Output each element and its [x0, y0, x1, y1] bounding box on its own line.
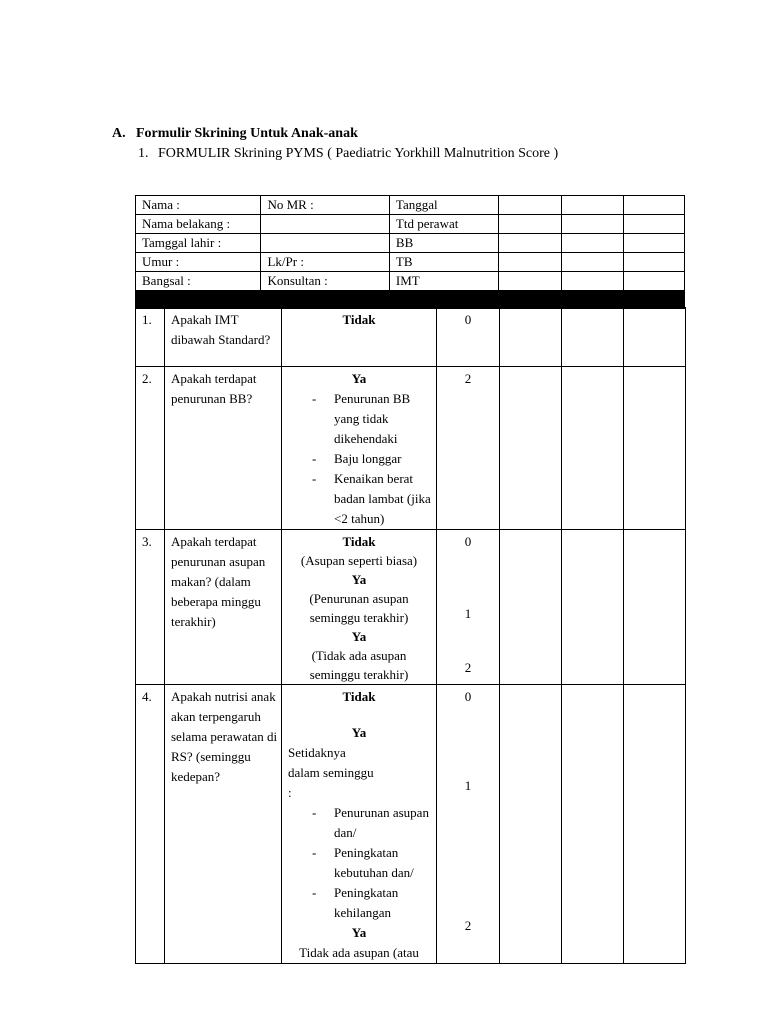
empty-cell	[561, 196, 623, 215]
answer-cell	[282, 685, 437, 964]
answer-list	[282, 389, 436, 529]
answer-title: Tidak	[342, 312, 376, 327]
answer-title: Ya	[351, 572, 367, 587]
screening-table	[135, 307, 686, 964]
field-label: Ttd perawat	[389, 215, 498, 234]
empty-cell	[500, 530, 562, 685]
field-label: Tamggal lahir :	[136, 234, 261, 253]
answer-text: Setidaknya dalam seminggu :	[288, 745, 374, 800]
table-row	[136, 234, 685, 253]
answer-title: Tidak	[342, 689, 376, 704]
question-text: Apakah nutrisi anak akan terpengaruh selama perawatan di RS? (seminggu kedepan?	[165, 685, 282, 964]
field-label: Nama :	[136, 196, 261, 215]
field-label: BB	[389, 234, 498, 253]
score: 0	[464, 312, 472, 327]
table-row	[136, 530, 686, 685]
score-cell	[437, 367, 500, 530]
empty-cell	[623, 234, 684, 253]
answer-cell	[282, 530, 437, 685]
table-row	[136, 253, 685, 272]
question-number: 2.	[136, 367, 165, 530]
sub-number: 1.	[138, 146, 149, 161]
black-divider-row	[136, 291, 685, 309]
empty-cell	[624, 308, 686, 367]
table-row	[136, 215, 685, 234]
score: 1	[464, 778, 472, 793]
empty-cell	[624, 367, 686, 530]
empty-cell	[562, 530, 624, 685]
answer-text: (Tidak ada asupan seminggu terakhir)	[309, 648, 409, 682]
empty-cell	[500, 367, 562, 530]
list-item: - Penurunan BB yang tidak dikehendaki	[282, 389, 436, 449]
table-row	[136, 367, 686, 530]
field-label	[261, 234, 389, 253]
empty-cell	[499, 196, 561, 215]
table-row	[136, 685, 686, 964]
score: 2	[464, 918, 472, 933]
empty-cell	[623, 196, 684, 215]
empty-cell	[499, 234, 561, 253]
score: 2	[464, 660, 472, 675]
sub-title: FORMULIR Skrining PYMS ( Paediatric Yorkhill Malnutrition Score )	[158, 146, 559, 161]
answer-title: Ya	[351, 371, 367, 386]
score: 0	[464, 534, 472, 549]
answer-title: Ya	[351, 725, 367, 740]
score-cell	[437, 685, 500, 964]
answer-text: Tidak ada asupan (atau	[299, 945, 419, 960]
empty-cell	[624, 685, 686, 964]
empty-cell	[499, 215, 561, 234]
field-label: Tanggal	[389, 196, 498, 215]
list-item: - Peningkatan kebutuhan dan/	[282, 843, 436, 883]
field-label: Konsultan :	[261, 272, 389, 291]
empty-cell	[623, 215, 684, 234]
empty-cell	[623, 272, 684, 291]
empty-cell	[561, 253, 623, 272]
question-number: 4.	[136, 685, 165, 964]
answer-title: Ya	[351, 925, 367, 940]
table-row	[136, 196, 685, 215]
empty-cell	[500, 685, 562, 964]
answer-text: (Asupan seperti biasa)	[300, 553, 418, 568]
question-number: 1.	[136, 308, 165, 367]
section-heading	[112, 126, 358, 142]
answer-cell	[282, 308, 437, 367]
score: 1	[464, 606, 472, 621]
empty-cell	[561, 215, 623, 234]
score: 2	[464, 371, 472, 386]
empty-cell	[561, 234, 623, 253]
empty-cell	[499, 253, 561, 272]
field-label: No MR :	[261, 196, 389, 215]
score: 0	[464, 689, 472, 704]
field-label: Bangsal :	[136, 272, 261, 291]
field-label: TB	[389, 253, 498, 272]
question-number: 3.	[136, 530, 165, 685]
form-subheading	[138, 146, 558, 162]
answer-text: (Penurunan asupan seminggu terakhir)	[309, 591, 409, 625]
empty-cell	[499, 272, 561, 291]
answer-list	[282, 803, 436, 923]
empty-cell	[623, 253, 684, 272]
empty-cell	[562, 308, 624, 367]
empty-cell	[562, 685, 624, 964]
field-label: Lk/Pr :	[261, 253, 389, 272]
question-text: Apakah terdapat penurunan asupan makan? (dalam beberapa minggu terakhir)	[165, 530, 282, 685]
list-item: - Baju longgar	[282, 449, 436, 469]
question-text: Apakah terdapat penurunan BB?	[165, 367, 282, 530]
list-item: - Penurunan asupan dan/	[282, 803, 436, 843]
answer-title: Tidak	[342, 534, 376, 549]
empty-cell	[561, 272, 623, 291]
empty-cell	[562, 367, 624, 530]
field-label: Nama belakang :	[136, 215, 261, 234]
empty-cell	[624, 530, 686, 685]
table-row	[136, 272, 685, 291]
list-item: - Kenaikan berat badan lambat (jika <2 tahun)	[282, 469, 436, 529]
score-cell	[437, 308, 500, 367]
answer-title: Ya	[351, 629, 367, 644]
empty-cell	[500, 308, 562, 367]
field-label: IMT	[389, 272, 498, 291]
answer-cell	[282, 367, 437, 530]
black-divider	[136, 291, 685, 309]
score-cell	[437, 530, 500, 685]
field-label: Umur :	[136, 253, 261, 272]
section-title: Formulir Skrining Untuk Anak-anak	[136, 126, 358, 141]
question-text: Apakah IMT dibawah Standard?	[165, 308, 282, 367]
field-label	[261, 215, 389, 234]
section-label: A.	[112, 126, 126, 141]
patient-info-table	[135, 195, 685, 309]
table-row	[136, 308, 686, 367]
list-item: - Peningkatan kehilangan	[282, 883, 436, 923]
